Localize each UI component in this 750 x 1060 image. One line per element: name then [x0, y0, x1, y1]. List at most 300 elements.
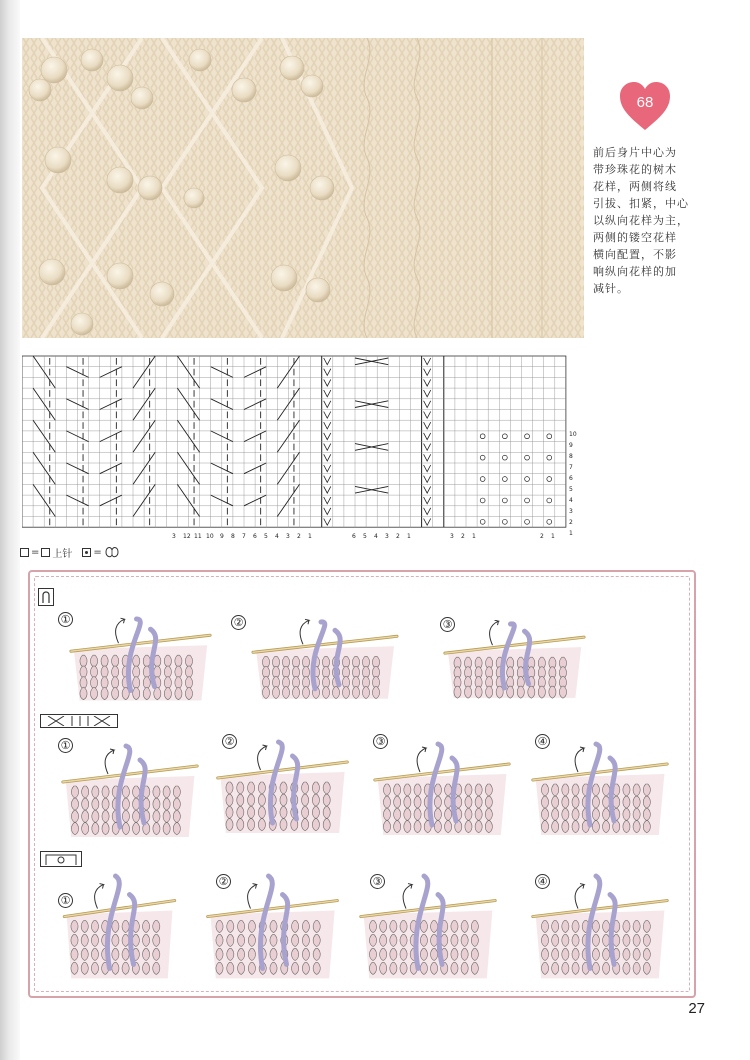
chart-row-numbers	[569, 431, 577, 537]
page-number: 27	[688, 1000, 705, 1017]
column-number: 9	[220, 533, 224, 540]
stitch-loop	[603, 784, 610, 796]
stitch-loop	[623, 948, 630, 960]
stitch-loop	[562, 784, 569, 796]
stitch-loop	[475, 784, 482, 796]
stitch-loop	[461, 948, 468, 960]
stitch-loop	[292, 921, 299, 933]
step-illustration	[358, 872, 498, 984]
stitch-loop	[92, 811, 99, 823]
stitch-loop	[475, 809, 482, 821]
stitch-loop	[112, 666, 119, 678]
stitch-loop	[414, 809, 421, 821]
pattern-description	[593, 144, 721, 297]
stitch-loop	[559, 686, 566, 698]
stitch-loop	[643, 921, 650, 933]
stitch-loop	[552, 809, 559, 821]
description-line: 带珍珠花的树木	[593, 163, 677, 176]
arrow-icon	[105, 749, 114, 774]
arrow-icon	[248, 884, 257, 909]
stitch-loop	[258, 782, 265, 794]
stitch-loop	[92, 823, 99, 835]
stitch-loop	[633, 962, 640, 974]
stitch-loop	[633, 784, 640, 796]
step-marker: ③	[373, 734, 388, 749]
stitch-loop	[237, 794, 244, 806]
stitch-loop	[143, 688, 150, 700]
stitch-loop	[133, 688, 140, 700]
stitch-loop	[380, 962, 387, 974]
stitch-loop	[465, 796, 472, 808]
stitch-loop	[153, 921, 160, 933]
step-illustration	[530, 872, 670, 984]
stitch-loop	[431, 935, 438, 947]
swatch-photo	[22, 38, 584, 338]
stitch-loop	[133, 655, 140, 667]
stitch-loop	[451, 962, 458, 974]
stitch-loop	[451, 935, 458, 947]
stitch-loop	[562, 821, 569, 833]
stitch-loop	[102, 811, 109, 823]
stitch-loop	[414, 796, 421, 808]
stitch-loop	[552, 784, 559, 796]
stitch-loop	[461, 921, 468, 933]
stitch-loop	[465, 784, 472, 796]
stitch-loop	[420, 921, 427, 933]
stitch-loop	[475, 796, 482, 808]
stitch-loop	[302, 948, 309, 960]
stitch-loop	[441, 935, 448, 947]
stitch-loop	[248, 807, 255, 819]
stitch-loop	[312, 819, 319, 831]
step-marker: ①	[58, 893, 73, 908]
column-number: 2	[540, 533, 544, 540]
stitch-loop	[434, 796, 441, 808]
stitch-loop	[372, 687, 379, 699]
stitch-loop	[552, 962, 559, 974]
stitch-loop	[454, 686, 461, 698]
stitch-loop	[541, 809, 548, 821]
stitch-loop	[323, 794, 330, 806]
stitch-loop	[414, 821, 421, 833]
stitch-loop	[400, 935, 407, 947]
row-number: 10	[569, 431, 577, 438]
row-number: 9	[569, 442, 573, 449]
stitch-loop	[562, 962, 569, 974]
stitch-loop	[322, 687, 329, 699]
stitch-loop	[112, 921, 119, 933]
stitch-loop	[153, 962, 160, 974]
stitch-loop	[226, 819, 233, 831]
stitch-loop	[248, 794, 255, 806]
stitch-loop	[91, 948, 98, 960]
stitch-loop	[420, 935, 427, 947]
stitch-loop	[122, 962, 129, 974]
stitch-loop	[133, 666, 140, 678]
step-illustration	[530, 740, 670, 840]
stitch-loop	[623, 962, 630, 974]
stitch-loop	[248, 962, 255, 974]
blank-square-icon	[20, 548, 29, 557]
stitch-loop	[592, 821, 599, 833]
stitch-loop	[572, 796, 579, 808]
arrow-icon	[95, 884, 104, 909]
stitch-loop	[394, 796, 401, 808]
stitch-loop	[248, 819, 255, 831]
stitch-loop	[633, 796, 640, 808]
stitch-loop	[404, 784, 411, 796]
column-number: 5	[264, 533, 268, 540]
stitch-loop	[226, 807, 233, 819]
stitch-loop	[248, 782, 255, 794]
step-illustration	[442, 620, 587, 702]
stitch-loop	[270, 921, 277, 933]
stitch-loop	[643, 809, 650, 821]
stitch-loop	[302, 807, 309, 819]
column-number: 11	[194, 533, 202, 540]
symbol-box-1	[38, 588, 54, 606]
stitch-loop	[280, 782, 287, 794]
stitch-loop	[390, 962, 397, 974]
step-illustration	[60, 742, 200, 842]
column-number: 7	[242, 533, 246, 540]
stitch-loop	[603, 821, 610, 833]
column-number: 1	[551, 533, 555, 540]
stitch-loop	[471, 948, 478, 960]
stitch-loop	[80, 677, 87, 689]
stitch-loop	[369, 935, 376, 947]
stitch-loop	[623, 821, 630, 833]
stitch-loop	[312, 794, 319, 806]
stitch-loop	[313, 962, 320, 974]
stitch-loop	[71, 811, 78, 823]
stitch-loop	[302, 782, 309, 794]
step-illustration	[372, 740, 512, 840]
pull-through-symbol-icon	[42, 853, 80, 865]
stitch-loop	[390, 948, 397, 960]
stitch-loop	[133, 786, 140, 798]
stitch-loop	[434, 821, 441, 833]
stitch-loop	[380, 921, 387, 933]
stitch-loop	[643, 796, 650, 808]
stitch-loop	[227, 948, 234, 960]
loop-symbol-icon	[41, 591, 51, 603]
stitch-loop	[185, 677, 192, 689]
stitch-loop	[143, 962, 150, 974]
stitch-loop	[80, 655, 87, 667]
description-line: 引拔、扣紧，中心	[593, 197, 689, 210]
stitch-loop	[71, 921, 78, 933]
stitch-loop	[133, 677, 140, 689]
stitch-loop	[153, 798, 160, 810]
stitch-loop	[394, 784, 401, 796]
stitch-loop	[101, 655, 108, 667]
stitch-loop	[643, 948, 650, 960]
stitch-loop	[312, 807, 319, 819]
arrow-icon	[116, 618, 125, 643]
stitch-loop	[302, 962, 309, 974]
stitch-loop	[313, 935, 320, 947]
stitch-loop	[237, 807, 244, 819]
stitch-loop	[175, 655, 182, 667]
stitch-loop	[592, 935, 599, 947]
stitch-loop	[185, 666, 192, 678]
stitch-loop	[383, 809, 390, 821]
stitch-loop	[173, 811, 180, 823]
stitch-loop	[313, 921, 320, 933]
stitch-loop	[302, 921, 309, 933]
stitch-loop	[552, 796, 559, 808]
stitch-loop	[216, 948, 223, 960]
stitch-loop	[71, 786, 78, 798]
stitch-loop	[507, 686, 514, 698]
cable-symbol-icon	[42, 716, 116, 726]
stitch-loop	[613, 935, 620, 947]
stitch-loop	[552, 948, 559, 960]
stitch-loop	[173, 798, 180, 810]
column-number: 5	[363, 533, 367, 540]
stitch-loop	[163, 811, 170, 823]
stitch-loop	[122, 811, 129, 823]
stitch-loop	[238, 948, 245, 960]
stitch-loop	[538, 686, 545, 698]
step-marker: ③	[440, 617, 455, 632]
stitch-loop	[226, 794, 233, 806]
stitch-loop	[270, 962, 277, 974]
stitch-loop	[431, 962, 438, 974]
stitch-loop	[394, 821, 401, 833]
stitch-loop	[133, 798, 140, 810]
stitch-loop	[633, 821, 640, 833]
stitch-loop	[292, 935, 299, 947]
stitch-loop	[562, 935, 569, 947]
stitch-loop	[71, 962, 78, 974]
stitch-loop	[248, 948, 255, 960]
stitch-loop	[572, 809, 579, 821]
stitch-loop	[226, 782, 233, 794]
stitch-loop	[552, 821, 559, 833]
stitch-loop	[572, 821, 579, 833]
stitch-loop	[82, 798, 89, 810]
stitch-loop	[603, 809, 610, 821]
yarn-strand	[151, 629, 156, 686]
step-illustration	[215, 738, 350, 838]
stitch-loop	[592, 809, 599, 821]
column-number: 2	[297, 533, 301, 540]
stitch-loop	[603, 796, 610, 808]
column-number: 3	[385, 533, 389, 540]
stitch-loop	[81, 962, 88, 974]
stitch-loop	[369, 962, 376, 974]
stitch-loop	[486, 686, 493, 698]
stitch-loop	[280, 819, 287, 831]
row-number: 7	[569, 464, 573, 471]
stitch-loop	[592, 962, 599, 974]
pattern-number: 68	[636, 94, 654, 111]
stitch-loop	[485, 784, 492, 796]
stitch-loop	[390, 935, 397, 947]
stitch-loop	[92, 798, 99, 810]
column-number: 8	[231, 533, 235, 540]
stitch-loop	[71, 823, 78, 835]
stitch-loop	[112, 935, 119, 947]
stitch-loop	[592, 921, 599, 933]
stitch-loop	[465, 809, 472, 821]
stitch-loop	[302, 819, 309, 831]
stitch-loop	[404, 796, 411, 808]
stitch-loop	[143, 677, 150, 689]
row-number: 1	[569, 530, 573, 537]
stitch-loop	[541, 784, 548, 796]
stitch-loop	[528, 686, 535, 698]
stitch-loop	[313, 948, 320, 960]
stitch-loop	[227, 921, 234, 933]
column-number: 4	[374, 533, 378, 540]
stitch-loop	[272, 687, 279, 699]
stitch-loop	[173, 823, 180, 835]
description-line: 减针。	[593, 282, 629, 295]
stitch-loop	[133, 823, 140, 835]
stitch-loop	[592, 948, 599, 960]
legend-bobble	[82, 545, 119, 559]
step-marker: ④	[535, 734, 550, 749]
stitch-loop	[258, 819, 265, 831]
stitch-loop	[380, 948, 387, 960]
stitch-loop	[383, 796, 390, 808]
stitch-loop	[431, 948, 438, 960]
stitch-loop	[90, 688, 97, 700]
stitch-loop	[572, 948, 579, 960]
stitch-loop	[380, 935, 387, 947]
stitch-loop	[237, 782, 244, 794]
stitch-loop	[342, 687, 349, 699]
stitch-loop	[248, 935, 255, 947]
stitch-loop	[153, 786, 160, 798]
stitch-loop	[112, 677, 119, 689]
stitch-loop	[623, 935, 630, 947]
column-number: 3	[450, 533, 454, 540]
stitch-loop	[465, 821, 472, 833]
stitch-loop	[227, 962, 234, 974]
stitch-loop	[383, 784, 390, 796]
column-number: 1	[308, 533, 312, 540]
stitch-loop	[164, 666, 171, 678]
stitch-loop	[101, 666, 108, 678]
stitch-loop	[404, 821, 411, 833]
swatch-photo-drawing	[22, 38, 584, 338]
stitch-loop	[434, 809, 441, 821]
arrow-icon	[403, 884, 412, 909]
stitch-loop	[153, 823, 160, 835]
stitch-loop	[112, 962, 119, 974]
stitch-loop	[280, 807, 287, 819]
stitch-loop	[91, 935, 98, 947]
stitch-loop	[248, 921, 255, 933]
stitch-loop	[541, 962, 548, 974]
stitch-loop	[262, 687, 269, 699]
stitch-loop	[292, 962, 299, 974]
stitch-loop	[238, 921, 245, 933]
step-illustration	[68, 615, 213, 705]
stitch-loop	[572, 921, 579, 933]
stitch-loop	[485, 809, 492, 821]
step-marker: ②	[231, 615, 246, 630]
stitch-loop	[623, 796, 630, 808]
stitch-loop	[153, 811, 160, 823]
stitch-loop	[332, 687, 339, 699]
stitch-loop	[143, 935, 150, 947]
stitch-loop	[592, 784, 599, 796]
legend-equals: =	[31, 546, 40, 558]
stitch-loop	[603, 948, 610, 960]
description-line: 响纵向花样的加	[593, 265, 677, 278]
stitch-loop	[91, 962, 98, 974]
stitch-loop	[102, 798, 109, 810]
stitch-loop	[461, 935, 468, 947]
stitch-loop	[603, 921, 610, 933]
stitch-loop	[562, 809, 569, 821]
stitch-loop	[164, 677, 171, 689]
stitch-loop	[517, 686, 524, 698]
stitch-loop	[81, 921, 88, 933]
stitch-loop	[164, 688, 171, 700]
stitch-loop	[101, 688, 108, 700]
step-illustration	[62, 872, 177, 984]
column-number: 6	[352, 533, 356, 540]
legend-equals: =	[93, 546, 102, 558]
column-number: 3	[172, 533, 176, 540]
stitch-loop	[164, 655, 171, 667]
symbol-box-3	[40, 851, 82, 867]
stitch-loop	[270, 948, 277, 960]
stitch-loop	[592, 796, 599, 808]
stitch-loop	[434, 784, 441, 796]
stitch-loop	[175, 666, 182, 678]
stitch-loop	[173, 786, 180, 798]
stitch-loop	[153, 935, 160, 947]
column-number: 6	[253, 533, 257, 540]
stitch-loop	[475, 686, 482, 698]
stitch-loop	[400, 948, 407, 960]
stitch-loop	[603, 962, 610, 974]
stitch-loop	[154, 688, 161, 700]
stitch-loop	[143, 948, 150, 960]
column-number: 3	[286, 533, 290, 540]
stitch-loop	[112, 655, 119, 667]
stitch-loop	[80, 688, 87, 700]
stitch-loop	[122, 798, 129, 810]
column-number: 4	[275, 533, 279, 540]
stitch-loop	[420, 948, 427, 960]
stitch-loop	[485, 821, 492, 833]
dot-square-icon	[82, 548, 91, 557]
description-line: 花样，两侧将线	[593, 180, 677, 193]
stitch-loop	[633, 921, 640, 933]
symbol-box-2	[40, 714, 118, 728]
stitch-loop	[81, 935, 88, 947]
stitch-loop	[163, 798, 170, 810]
stitch-loop	[400, 962, 407, 974]
stitch-loop	[362, 687, 369, 699]
stitch-loop	[312, 782, 319, 794]
stitch-loop	[185, 688, 192, 700]
stitch-loop	[485, 796, 492, 808]
stitch-loop	[163, 823, 170, 835]
stitch-loop	[541, 921, 548, 933]
step-marker: ②	[222, 734, 237, 749]
stitch-loop	[461, 962, 468, 974]
stitch-loop	[475, 821, 482, 833]
